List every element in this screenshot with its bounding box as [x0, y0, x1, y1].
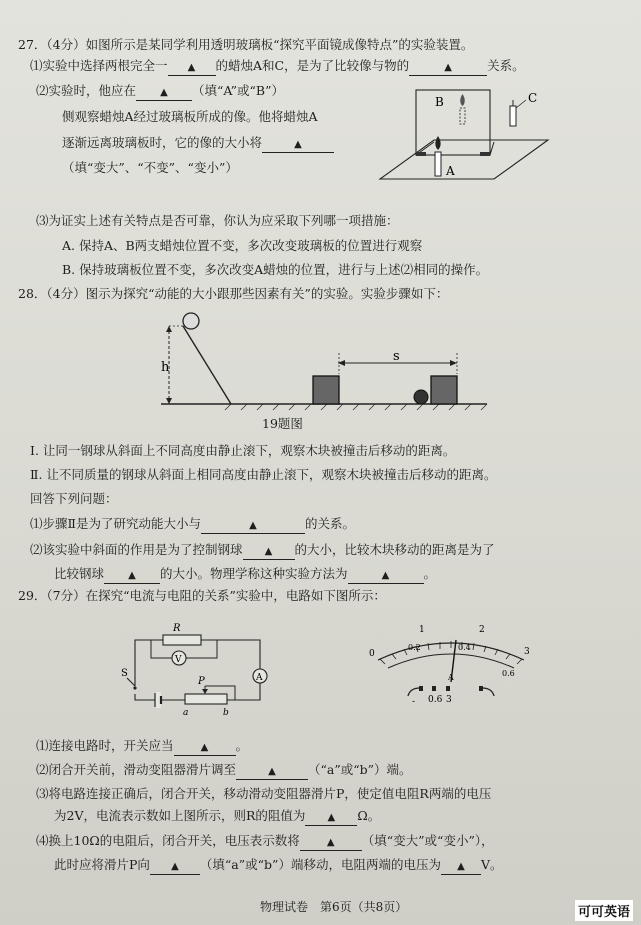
- q27-line-5: （填“变大”、“不变”、“变小”）: [62, 160, 238, 175]
- q29-part-1: ⑴连接电路时，开关应当 ▲ 。: [36, 738, 248, 756]
- q28-ask: 回答下列问题：: [30, 491, 118, 506]
- dial-mark-0-2: 0.2: [408, 643, 421, 652]
- q29-part-5: 此时应将滑片P向 ▲ （填“a”或“b”）端移动，电阻两端的电压为 ▲ V。: [54, 857, 502, 875]
- page-footer: 物理试卷 第6页（共8页）: [260, 900, 408, 914]
- blank-29-6[interactable]: ▲: [441, 858, 481, 875]
- label-h: h: [161, 360, 170, 375]
- q29-part-4: ⑷换上10Ω的电阻后，闭合开关，电压表示数将 ▲ （填“变大”或“变小”），: [36, 833, 494, 851]
- q28-question-1: ⑴步骤Ⅱ是为了研究动能大小与 ▲ 的关系。: [30, 516, 355, 534]
- label-B: B: [435, 95, 444, 109]
- terminal-0-6: 0.6: [428, 695, 443, 705]
- blank-28-4[interactable]: ▲: [348, 567, 424, 584]
- circuit-label-R: R: [173, 623, 181, 634]
- ammeter-label: A: [256, 673, 263, 683]
- q27-line-3: 侧观察蜡烛A经过玻璃板所成的像。他将蜡烛A: [62, 109, 318, 124]
- blank-29-4[interactable]: ▲: [300, 834, 362, 851]
- end-label-b: b: [223, 708, 229, 718]
- q27-option-b: B. 保持玻璃板位置不变，多次改变A蜡烛的位置，进行与上述⑵相同的操作。: [62, 262, 489, 277]
- blank-27-1[interactable]: ▲: [168, 59, 216, 76]
- q28-question-3: 比较钢球 ▲ 的大小。物理学称这种实验方法为 ▲ 。: [54, 566, 436, 584]
- blank-29-1[interactable]: ▲: [174, 739, 236, 756]
- q28-step-1: Ⅰ. 让同一钢球从斜面上不同高度由静止滚下，观察木块被撞击后移动的距离。: [30, 443, 456, 458]
- q27-line-2: ⑵实验时，他应在 ▲ （填“A”或“B”）: [36, 83, 284, 101]
- q27-heading: 27．（4分）如图所示是某同学利用透明玻璃板“探究平面镜成像特点”的实验装置。: [18, 37, 474, 52]
- dial-mark-3: 3: [524, 647, 530, 657]
- dial-mark-0-6: 0.6: [502, 669, 515, 678]
- blank-29-3[interactable]: ▲: [305, 809, 357, 826]
- blank-29-2[interactable]: ▲: [236, 763, 308, 780]
- terminal-minus: -: [412, 697, 416, 707]
- dial-mark-0: 0: [369, 649, 375, 659]
- q29-part-3: ⑶将电路连接正确后，闭合开关，移动滑动变阻器滑片P，使定值电阻R两端的电压: [36, 786, 492, 801]
- label-A: A: [446, 164, 455, 178]
- dial-mark-1: 1: [419, 625, 425, 635]
- label-s: s: [393, 349, 400, 364]
- blank-28-2[interactable]: ▲: [243, 543, 295, 560]
- q28-question-2: ⑵该实验中斜面的作用是为了控制钢球 ▲ 的大小，比较木块移动的距离是为了: [30, 542, 495, 560]
- blank-27-2[interactable]: ▲: [409, 59, 487, 76]
- q27-line-1: ⑴实验中选择两根完全一 ▲ 的蜡烛A和C，是为了比较像与物的 ▲ 关系。: [30, 58, 525, 76]
- terminal-3: 3: [446, 695, 452, 705]
- q29-part-2: ⑵闭合开关前，滑动变阻器滑片调至 ▲ （“a”或“b”）端。: [36, 762, 412, 780]
- watermark: 可可英语: [575, 900, 633, 921]
- q29-heading: 29．（7分）在探究“电流与电阻的关系”实验中，电路如下图所示：: [18, 588, 386, 603]
- mirror-experiment-figure: [372, 84, 552, 188]
- end-label-a: a: [183, 708, 189, 718]
- dial-unit-A: A: [448, 673, 454, 682]
- dial-mark-0-4: 0.4: [458, 643, 471, 652]
- voltmeter-label: V: [175, 655, 182, 665]
- dial-mark-2: 2: [479, 625, 485, 635]
- q27-line-4: 逐渐远离玻璃板时，它的像的大小将 ▲: [62, 135, 334, 153]
- blank-27-4[interactable]: ▲: [262, 136, 334, 153]
- slider-label-P: P: [198, 676, 205, 687]
- switch-label: S: [121, 668, 128, 679]
- q27-option-a: A. 保持A、B两支蜡烛位置不变，多次改变玻璃板的位置进行观察: [62, 238, 423, 253]
- q28-heading: 28．（4分）图示为探究“动能的大小跟那些因素有关”的实验。实验步骤如下：: [18, 286, 449, 301]
- q27-line-6: ⑶为证实上述有关特点是否可靠，你认为应采取下列哪一项措施：: [36, 213, 399, 228]
- kinetic-energy-figure: [155, 308, 495, 438]
- blank-28-3[interactable]: ▲: [104, 567, 160, 584]
- ammeter-dial: [362, 618, 540, 716]
- blank-28-1[interactable]: ▲: [201, 517, 305, 534]
- q29-part-3-cont: 为2V，电流表示数如上图所示，则R的阻值为 ▲ Ω。: [54, 808, 380, 826]
- q28-step-2: Ⅱ. 让不同质量的钢球从斜面上相同高度由静止滚下，观察木块被撞击后移动的距离。: [30, 467, 497, 482]
- figure-caption: 19题图: [262, 416, 303, 431]
- label-C: C: [528, 91, 538, 105]
- blank-29-5[interactable]: ▲: [150, 858, 200, 875]
- blank-27-3[interactable]: ▲: [136, 84, 192, 101]
- circuit-diagram: [115, 618, 275, 718]
